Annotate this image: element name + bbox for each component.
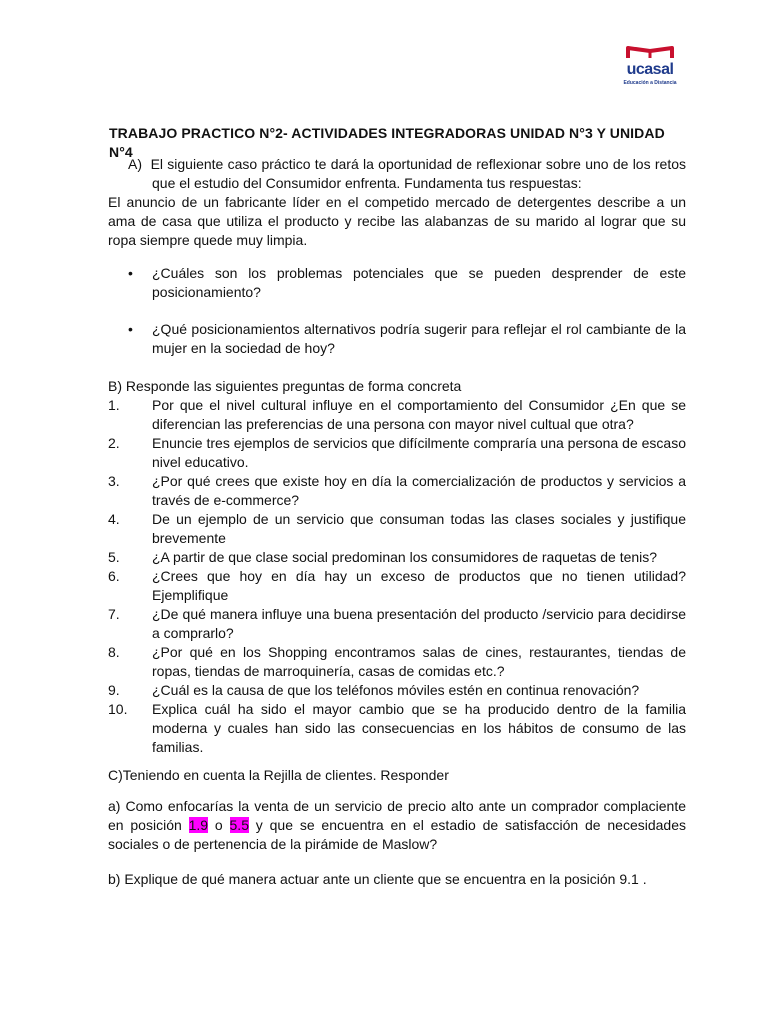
question-number: 8. [108, 644, 120, 660]
case-text: El anuncio de un fabricante líder en el competido mercado de detergentes describe a un ama de casa que utiliza el producto y recibe las alabanzas de su marido al lograr que su ropa siempre quede muy limpia. [108, 194, 686, 248]
section-b-heading: B) Responde las siguientes preguntas de forma concreta [108, 378, 462, 394]
list-item [108, 320, 686, 358]
question-number: 9. [108, 682, 120, 698]
list-item [108, 510, 686, 548]
list-item [108, 567, 686, 605]
question-text: ¿Por qué en los Shopping encontramos salas de cines, restaurantes, tiendas de ropas, tiendas de marroquinería, casas de comidas etc.? [152, 644, 686, 679]
section-a-label: A) [128, 156, 142, 172]
question-number: 4. [108, 511, 120, 527]
question-text: ¿Cuál es la causa de que los teléfonos móviles estén en continua renovación? [152, 682, 640, 698]
section-b [108, 377, 686, 757]
highlighted-position: 5.5 [229, 817, 249, 833]
question-number: 10. [108, 701, 128, 717]
list-item [108, 434, 686, 472]
list-item [108, 396, 686, 434]
list-item [108, 643, 686, 681]
section-c-question-a [108, 797, 686, 854]
bullet-icon: • [128, 321, 133, 337]
question-number: 1. [108, 397, 120, 413]
question-a-connector: o [208, 817, 230, 833]
question-number: 6. [108, 568, 120, 584]
list-item [108, 681, 686, 700]
bullet-icon: • [128, 265, 133, 281]
question-number: 3. [108, 473, 120, 489]
ucasal-logo [620, 44, 680, 90]
question-a-text-end: y que se encuentra en el estadio de satisfacción de necesidades sociales o de pertenencia de la pirámide de Maslow? [108, 817, 687, 852]
bullet-text: ¿Qué posicionamientos alternativos podría sugerir para reflejar el rol cambiante de la mujer en la sociedad de hoy? [152, 321, 686, 356]
question-text: De un ejemplo de un servicio que consuman todas las clases sociales y justifique brevemente [152, 511, 686, 546]
list-item [108, 605, 686, 643]
logo-text: ucasal [626, 61, 674, 78]
highlighted-position: 1.9 [188, 817, 209, 833]
logo-subtext: Educación a Distancia [623, 80, 677, 86]
question-text: ¿A partir de que clase social predominan los consumidores de raquetas de tenis? [152, 549, 658, 565]
question-text: ¿De qué manera influye una buena presentación del producto /servicio para decidirse a comprarlo? [152, 606, 686, 641]
bullet-text: ¿Cuáles son los problemas potenciales que se pueden desprender de este posicionamiento? [152, 265, 686, 300]
question-text: ¿Por qué crees que existe hoy en día la comercialización de productos y servicios a través de e-commerce? [152, 473, 686, 508]
question-a-text: a) Como enfocarías la venta de un servicio de precio alto ante un comprador complaciente en posición [108, 798, 686, 833]
question-number: 5. [108, 549, 120, 565]
question-number: 7. [108, 606, 120, 622]
question-text: Por que el nivel cultural influye en el comportamiento del Consumidor ¿En que se diferencian las preferencias de una persona con mayor nivel cultual que otra? [152, 397, 686, 432]
question-text: ¿Crees que hoy en día hay un exceso de productos que no tienen utilidad? Ejemplifique [152, 568, 686, 603]
section-a-text: El siguiente caso práctico te dará la oportunidad de reflexionar sobre uno de los retos que el estudio del Consumidor enfrenta. Fundamenta tus respuestas: [150, 156, 686, 191]
list-item [108, 264, 686, 302]
question-number: 2. [108, 435, 120, 451]
list-item [108, 548, 686, 567]
list-item [108, 700, 686, 757]
section-a [108, 155, 686, 250]
section-c-question-b: b) Explique de qué manera actuar ante un cliente que se encuentra en la posición 9.1 . [108, 871, 647, 887]
section-c-heading: C)Teniendo en cuenta la Rejilla de clientes. Responder [108, 767, 449, 783]
question-text: Explica cuál ha sido el mayor cambio que se ha producido dentro de la familia moderna y cuales han sido las consecuencias en los hábitos de consumo de las familias. [152, 701, 686, 755]
question-text: Enuncie tres ejemplos de servicios que difícilmente compraría una persona de escaso nivel educativo. [152, 435, 686, 470]
section-a-bullets [108, 264, 686, 376]
list-item [108, 472, 686, 510]
section-a-intro [108, 155, 686, 193]
page-title: TRABAJO PRACTICO N°2- ACTIVIDADES INTEGRADORAS UNIDAD N°3 Y UNIDAD N°4 [109, 125, 665, 160]
